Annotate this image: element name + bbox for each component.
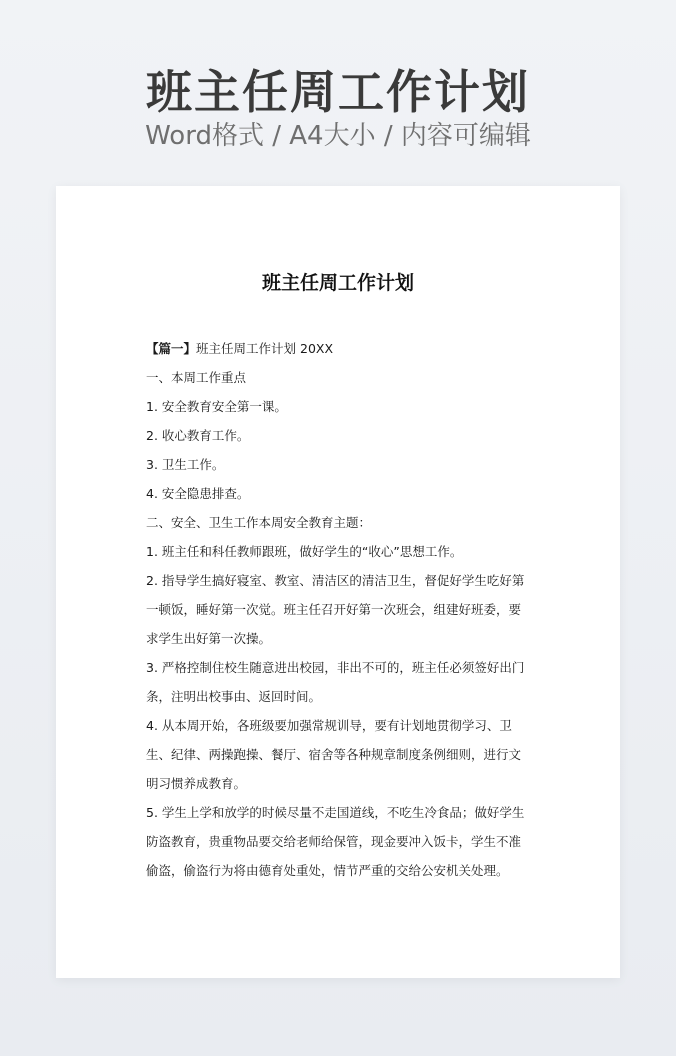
section-tag: 【篇一】 <box>146 341 197 356</box>
banner-title: 班主任周工作计划 <box>146 65 530 119</box>
paragraph: 5. 学生上学和放学的时候尽量不走国道线，不吃生冷食品；做好学生防盗教育，贵重物品要交给老师给保管，现金要冲入饭卡，学生不准偷盗，偷盗行为将由德育处重处，情节严重的交给公安机关处理。 <box>146 805 525 878</box>
paragraph: 3. 卫生工作。 <box>146 457 225 472</box>
section-title: 班主任周工作计划 20XX <box>196 341 334 356</box>
document-title: 班主任周工作计划 <box>261 272 414 294</box>
paragraph: 3. 严格控制住校生随意进出校园，非出不可的，班主任必须签好出门条，注明出校事由、返回时间。 <box>146 660 525 704</box>
paragraph: 4. 安全隐患排查。 <box>146 486 250 501</box>
banner-subtitle: Word格式 / A4大小 / 内容可编辑 <box>145 121 531 151</box>
paragraph: 1. 安全教育安全第一课。 <box>146 399 287 414</box>
paragraph: 4. 从本周开始，各班级要加强常规训导，要有计划地贯彻学习、卫生、纪律、两操跑操、餐厅、宿舍等各种规章制度条例细则，进行文明习惯养成教育。 <box>146 718 522 791</box>
document-page <box>56 186 620 978</box>
paragraph: 2. 收心教育工作。 <box>146 428 250 443</box>
paragraph: 一、本周工作重点 <box>146 370 247 385</box>
document-body <box>146 334 532 885</box>
section-heading <box>146 334 532 363</box>
banner <box>0 0 676 180</box>
paragraph: 二、安全、卫生工作本周安全教育主题： <box>146 515 372 530</box>
paragraph: 2. 指导学生搞好寝室、教室、清洁区的清洁卫生，督促好学生吃好第一顿饭，睡好第一次觉。班主任召开好第一次班会，组建好班委，要求学生出好第一次操。 <box>146 573 525 646</box>
paragraph: 1. 班主任和科任教师跟班，做好学生的“收心”思想工作。 <box>146 544 463 559</box>
